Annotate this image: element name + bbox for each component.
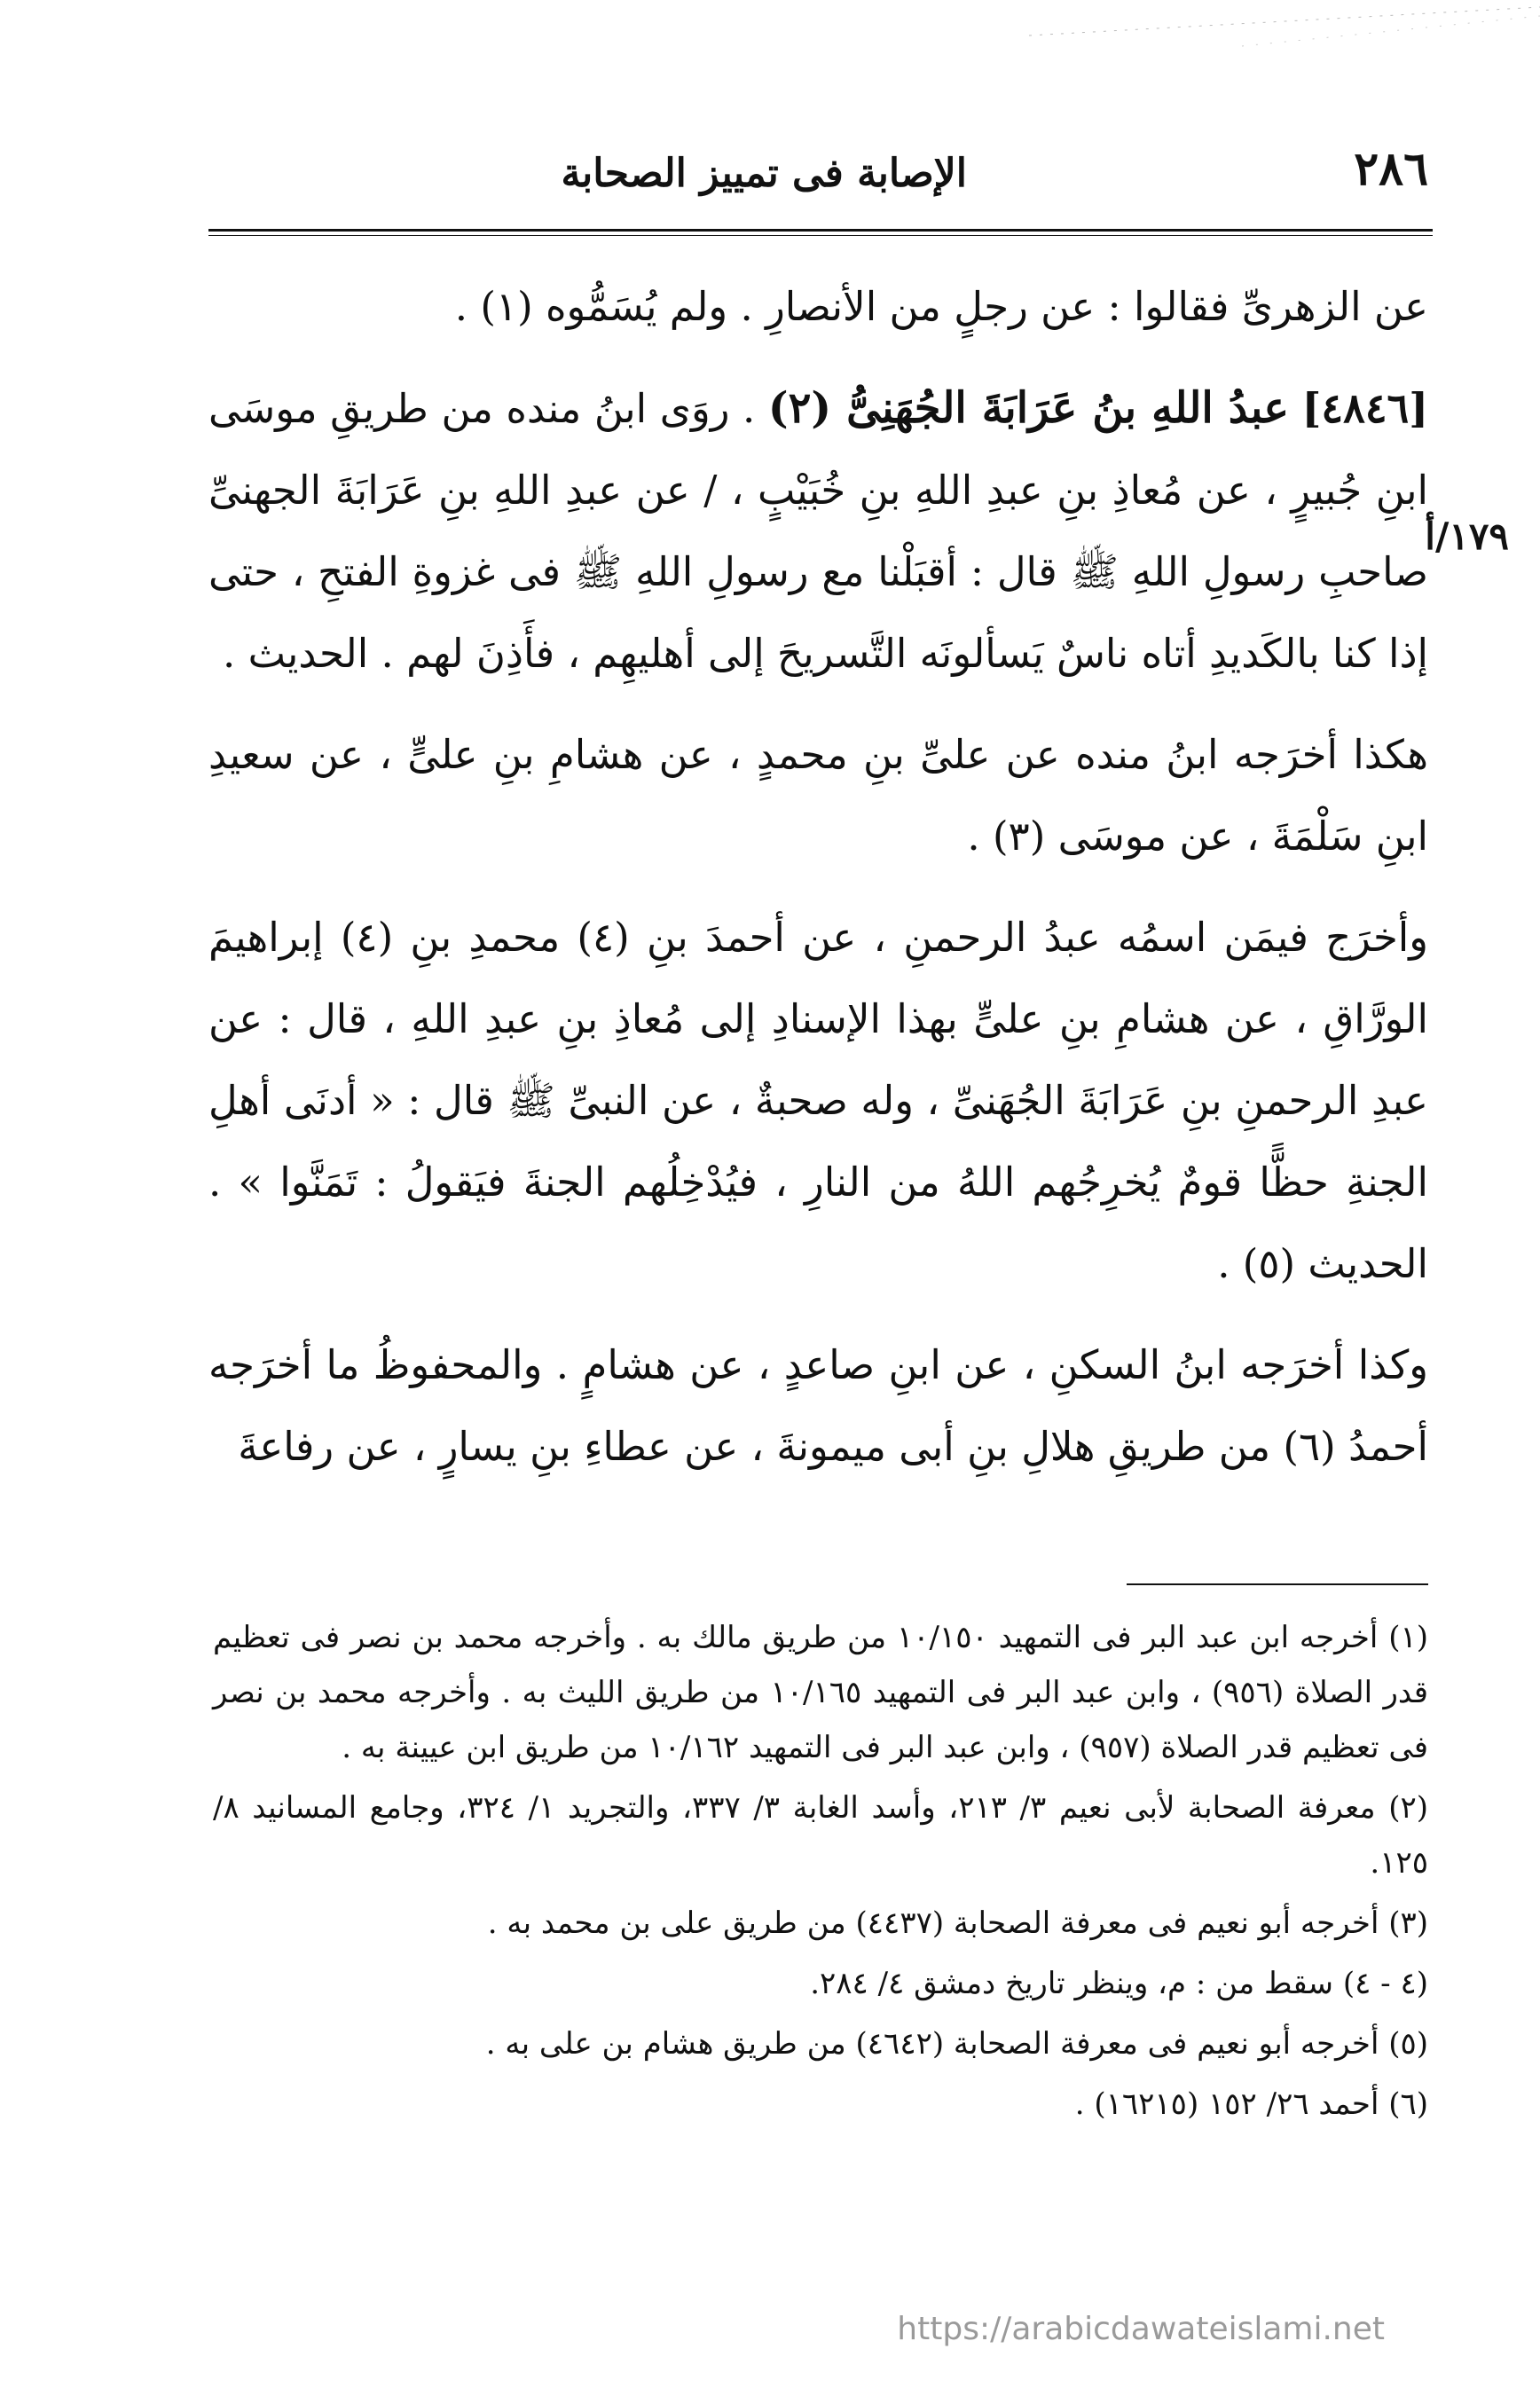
paragraph-1: عن الزهرىِّ فقالوا : عن رجلٍ من الأنصارِ . ولم يُسَمُّوه (١) . bbox=[454, 283, 1428, 330]
entry-text: . روَى ابنُ منده من طريقِ موسَى ابنِ جُبيرٍ ، عن مُعاذِ بنِ عبدِ اللهِ بنِ خُبَيْبٍ ، / عن عبدِ اللهِ بنِ عَرَابَةَ الجهنىِّ صاحبِ رسولِ اللهِ ﷺ قال : أقبَلْنا مع رسولِ اللهِ ﷺ فى غزوةِ الفتحِ ، حتى إذا كنا بالكَديدِ أتاه ناسٌ يَسألونَه التَّسريحَ إلى أهليهِم ، فأَذِنَ لهم . الحديث . bbox=[208, 385, 1428, 677]
scan-noise bbox=[976, 0, 1540, 53]
page-number: ٢٨٦ bbox=[1354, 142, 1428, 196]
footnote-1: (١) أخرجه ابن عبد البر فى التمهيد ١٠/١٥٠ من طريق مالك به . وأخرجه محمد بن نصر فى تعظيم قدر الصلاة (٩٥٦) ، وابن عبد البر فى التمهيد ١٠/١٦٥ من طريق الليث به . وأخرجه محمد بن نصر فى تعظيم قدر الصلاة (٩٥٧) ، وابن عبد البر فى التمهيد ١٠/١٦٢ من طريق ابن عيينة به . bbox=[213, 1620, 1428, 1765]
footnote-4: (٤ - ٤) سقط من : م، وينظر تاريخ دمشق ٤/ ٢٨٤. bbox=[810, 1966, 1428, 2001]
footnote-2: (٢) معرفة الصحابة لأبى نعيم ٣/ ٢١٣، وأسد الغابة ٣/ ٣٣٧، والتجريد ١/ ٣٢٤، وجامع المسانيد ٨/ ١٢٥. bbox=[213, 1790, 1429, 1881]
paragraph-5: وكذا أخرَجه ابنُ السكنِ ، عن ابنِ صاعدٍ ، عن هشامٍ . والمحفوظُ ما أخرَجه أحمدُ (٦) من طريقِ هلالِ بنِ أبى ميمونةَ ، عن عطاءِ بنِ يسارٍ ، عن رفاعةَ bbox=[208, 1341, 1428, 1470]
entry-number: [٤٨٤٦] bbox=[1301, 384, 1428, 432]
paragraph-3: هكذا أخرَجه ابنُ منده عن علىِّ بنِ محمدٍ ، عن هشامِ بنِ علىٍّ ، عن سعيدِ ابنِ سَلْمَةَ ، عن موسَى (٣) . bbox=[208, 731, 1428, 860]
footnote-5: (٥) أخرجه أبو نعيم فى معرفة الصحابة (٤٦٤٢) من طريق هشام بن على به . bbox=[485, 2026, 1428, 2062]
entry-name: عبدُ اللهِ بنُ عَرَابَةَ الجُهَنِىُّ (٢) bbox=[767, 383, 1290, 433]
watermark-url: https://arabicdawateislami.net bbox=[897, 2311, 1385, 2347]
paragraph-4: وأخرَج فيمَن اسمُه عبدُ الرحمنِ ، عن أحمدَ بنِ (٤) محمدِ بنِ (٤) إبراهيمَ الورَّاقِ ، عن هشامِ بنِ علىٍّ بهذا الإسنادِ إلى مُعاذِ بنِ عبدِ اللهِ ، قال : عن عبدِ الرحمنِ بنِ عَرَابَةَ الجُهَنىِّ ، وله صحبةٌ ، عن النبىِّ ﷺ قال : « أدنَى أهلِ الجنةِ حظًّا قومٌ يُخرِجُهم اللهُ من النارِ ، فيُدْخِلُهم الجنةَ فيَقولُ : تَمَنَّوا » . الحديث (٥) . bbox=[208, 914, 1429, 1287]
main-text bbox=[208, 266, 1428, 1507]
footnote-3: (٣) أخرجه أبو نعيم فى معرفة الصحابة (٤٤٣٧) من طريق على بن محمد به . bbox=[487, 1905, 1428, 1941]
page-header bbox=[204, 142, 1428, 222]
margin-folio-note: ١٧٩/أ bbox=[1425, 515, 1509, 558]
running-title: الإصابة فى تمييز الصحابة bbox=[561, 151, 967, 196]
footnotes bbox=[213, 1610, 1428, 2137]
header-rule bbox=[208, 229, 1433, 236]
footnote-6: (٦) أحمد ٢٦/ ١٥٢ (١٦٢١٥) . bbox=[1074, 2086, 1428, 2122]
footnote-rule bbox=[1127, 1583, 1428, 1585]
entry-paragraph bbox=[208, 367, 1428, 695]
